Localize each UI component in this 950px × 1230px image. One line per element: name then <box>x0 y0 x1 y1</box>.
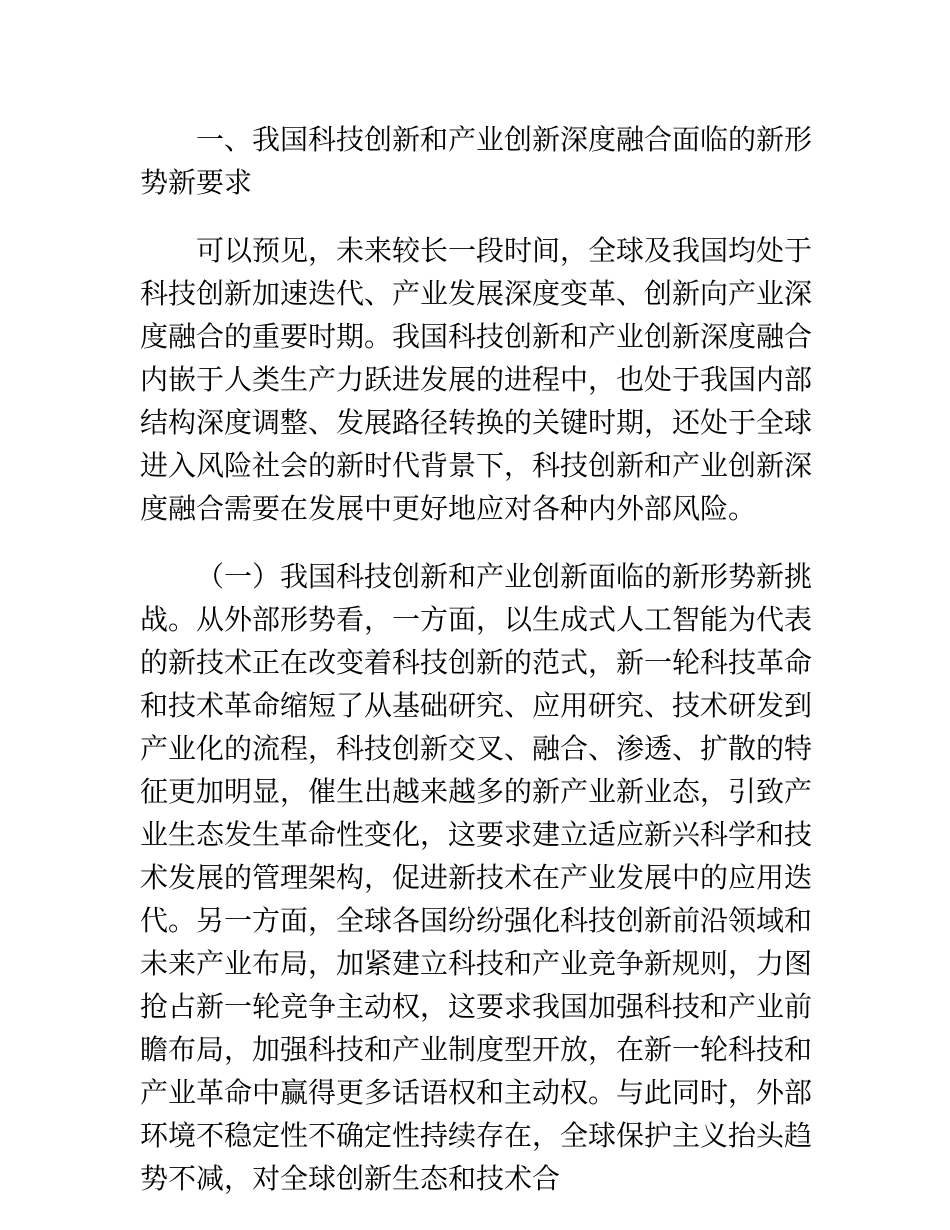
paragraph-1: 可以预见，未来较长一段时间，全球及我国均处于科技创新加速迭代、产业发展深度变革、创新向产业深度融合的重要时期。我国科技创新和产业创新深度融合内嵌于人类生产力跃进发展的进程中，也处于我国内部结构深度调整、发展路径转换的关键时期，还处于全球进入风险社会的新时代背景下，科技创新和产业创新深度融合需要在发展中更好地应对各种内外部风险。 <box>140 235 813 524</box>
section-heading-1: 一、我国科技创新和产业创新深度融合面临的新形势新要求 <box>140 124 813 198</box>
document-text-body <box>140 118 812 1200</box>
paragraph-2: （一）我国科技创新和产业创新面临的新形势新挑战。从外部形势看，一方面，以生成式人工智能为代表的新技术正在改变着科技创新的范式，新一轮科技革命和技术革命缩短了从基础研究、应用研究、技术研发到产业化的流程，科技创新交叉、融合、渗透、扩散的特征更加明显，催生出越来越多的新产业新业态，引致产业生态发生革命性变化，这要求建立适应新兴科学和技术发展的管理架构，促进新技术在产业发展中的应用迭代。另一方面，全球各国纷纷强化科技创新前沿领域和未来产业布局，加紧建立科技和产业竞争新规则，力图抢占新一轮竞争主动权，这要求我国加强科技和产业前瞻布局，加强科技和产业制度型开放，在新一轮科技和产业革命中赢得更多话语权和主动权。与此同时，外部环境不稳定性不确定性持续存在，全球保护主义抬头趋势不减，对全球创新生态和技术合 <box>140 561 813 1194</box>
